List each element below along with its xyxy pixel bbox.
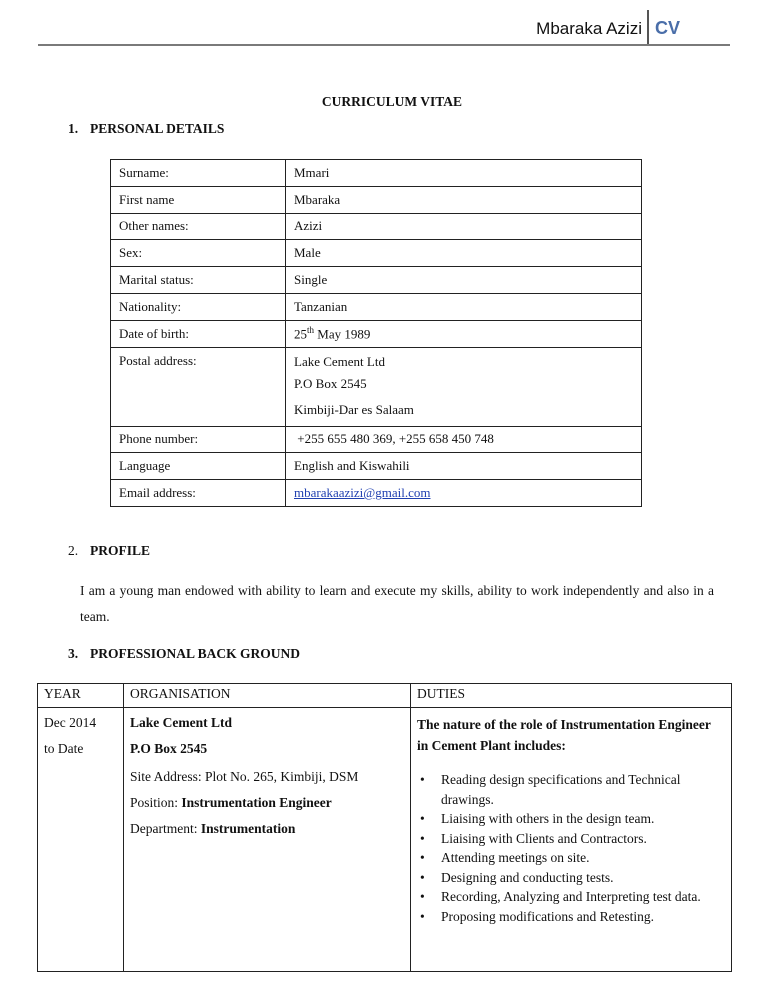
table-row xyxy=(38,708,732,972)
value-language: English and Kiswahili xyxy=(286,453,642,480)
header-cv-label: CV xyxy=(655,18,681,38)
section-professional-heading xyxy=(68,646,300,662)
table-row xyxy=(111,267,642,294)
org-box: P.O Box 2545 xyxy=(130,741,208,756)
table-row xyxy=(111,293,642,320)
header-divider xyxy=(647,10,649,46)
department-label: Department: xyxy=(130,821,201,836)
postal-line: Kimbiji-Dar es Salaam xyxy=(294,401,414,417)
duties-intro: The nature of the role of Instrumentation Engineer in Cement Plant includes: xyxy=(417,717,711,753)
table-row xyxy=(111,320,642,347)
label-nationality: Nationality: xyxy=(111,293,286,320)
page-header xyxy=(0,0,768,48)
section-number: 3. xyxy=(68,646,79,661)
postal-line: P.O Box 2545 xyxy=(294,375,367,391)
table-row xyxy=(111,347,642,426)
department-value: Instrumentation xyxy=(200,821,296,836)
value-other-names: Azizi xyxy=(286,213,642,240)
year-from: Dec 2014 xyxy=(44,715,97,730)
postal-line: Lake Cement Ltd xyxy=(294,353,385,369)
label-date-of-birth: Date of birth: xyxy=(111,320,286,347)
table-row xyxy=(111,426,642,453)
value-email-address xyxy=(286,480,642,507)
dob-day: 25 xyxy=(294,326,307,342)
profile-paragraph: I am a young man endowed with ability to learn and execute my skills, ability to work independently and also in a team. xyxy=(80,583,714,624)
list-item: • Recording, Analyzing and Interpreting test data. xyxy=(417,887,725,907)
label-sex: Sex: xyxy=(111,240,286,267)
table-header-row xyxy=(38,684,732,708)
professional-background-table xyxy=(37,683,732,972)
value-nationality: Tanzanian xyxy=(286,293,642,320)
section-title: PERSONAL DETAILS xyxy=(90,121,225,136)
section-profile-heading xyxy=(68,543,150,559)
table-row xyxy=(111,453,642,480)
value-postal-address xyxy=(286,347,642,426)
position-value: Instrumentation Engineer xyxy=(181,795,332,810)
list-item: • Liaising with Clients and Contractors. xyxy=(417,829,725,849)
section-number: 1. xyxy=(68,121,79,136)
dob-rest: May 1989 xyxy=(314,326,371,342)
cell-year xyxy=(38,708,124,972)
email-link[interactable]: mbarakaazizi@gmail.com xyxy=(294,485,431,501)
header-organisation: ORGANISATION xyxy=(124,684,411,708)
section-title: PROFILE xyxy=(90,543,151,558)
value-sex: Male xyxy=(286,240,642,267)
section-personal-heading xyxy=(68,121,224,137)
label-marital-status: Marital status: xyxy=(111,267,286,294)
list-item: • Proposing modifications and Retesting. xyxy=(417,907,725,927)
org-name: Lake Cement Ltd xyxy=(130,715,232,730)
value-marital-status: Single xyxy=(286,267,642,294)
table-row xyxy=(111,213,642,240)
header-duties: DUTIES xyxy=(411,684,732,708)
personal-details-table xyxy=(110,159,642,507)
value-surname: Mmari xyxy=(286,160,642,187)
org-department xyxy=(130,816,404,842)
label-email-address: Email address: xyxy=(111,480,286,507)
dob-suffix: th xyxy=(307,325,315,336)
header-year: YEAR xyxy=(38,684,124,708)
label-first-name: First name xyxy=(111,186,286,213)
org-site-address: Site Address: Plot No. 265, Kimbiji, DSM xyxy=(130,769,359,784)
label-surname: Surname: xyxy=(111,160,286,187)
section-number: 2. xyxy=(68,543,79,558)
list-item: • Reading design specifications and Technical drawings. xyxy=(417,770,725,809)
table-row xyxy=(111,186,642,213)
duties-list xyxy=(417,770,725,926)
value-first-name: Mbaraka xyxy=(286,186,642,213)
value-phone-number: +255 655 480 369, +255 658 450 748 xyxy=(286,426,642,453)
list-item: • Attending meetings on site. xyxy=(417,848,725,868)
header-name: Mbaraka Azizi xyxy=(536,19,642,38)
value-date-of-birth xyxy=(286,320,642,347)
label-phone-number: Phone number: xyxy=(111,426,286,453)
label-other-names: Other names: xyxy=(111,213,286,240)
table-row xyxy=(111,240,642,267)
header-rule xyxy=(38,44,730,46)
table-row xyxy=(111,480,642,507)
year-to: to Date xyxy=(44,741,84,756)
label-postal-address: Postal address: xyxy=(111,347,286,426)
cell-organisation xyxy=(124,708,411,972)
section-title: PROFESSIONAL BACK GROUND xyxy=(90,646,301,661)
document-title: CURRICULUM VITAE xyxy=(321,94,463,109)
label-language: Language xyxy=(111,453,286,480)
position-label: Position: xyxy=(130,795,182,810)
cell-duties xyxy=(411,708,732,972)
table-row xyxy=(111,160,642,187)
list-item: • Designing and conducting tests. xyxy=(417,868,725,888)
list-item: • Liaising with others in the design team. xyxy=(417,809,725,829)
org-position xyxy=(130,790,404,816)
